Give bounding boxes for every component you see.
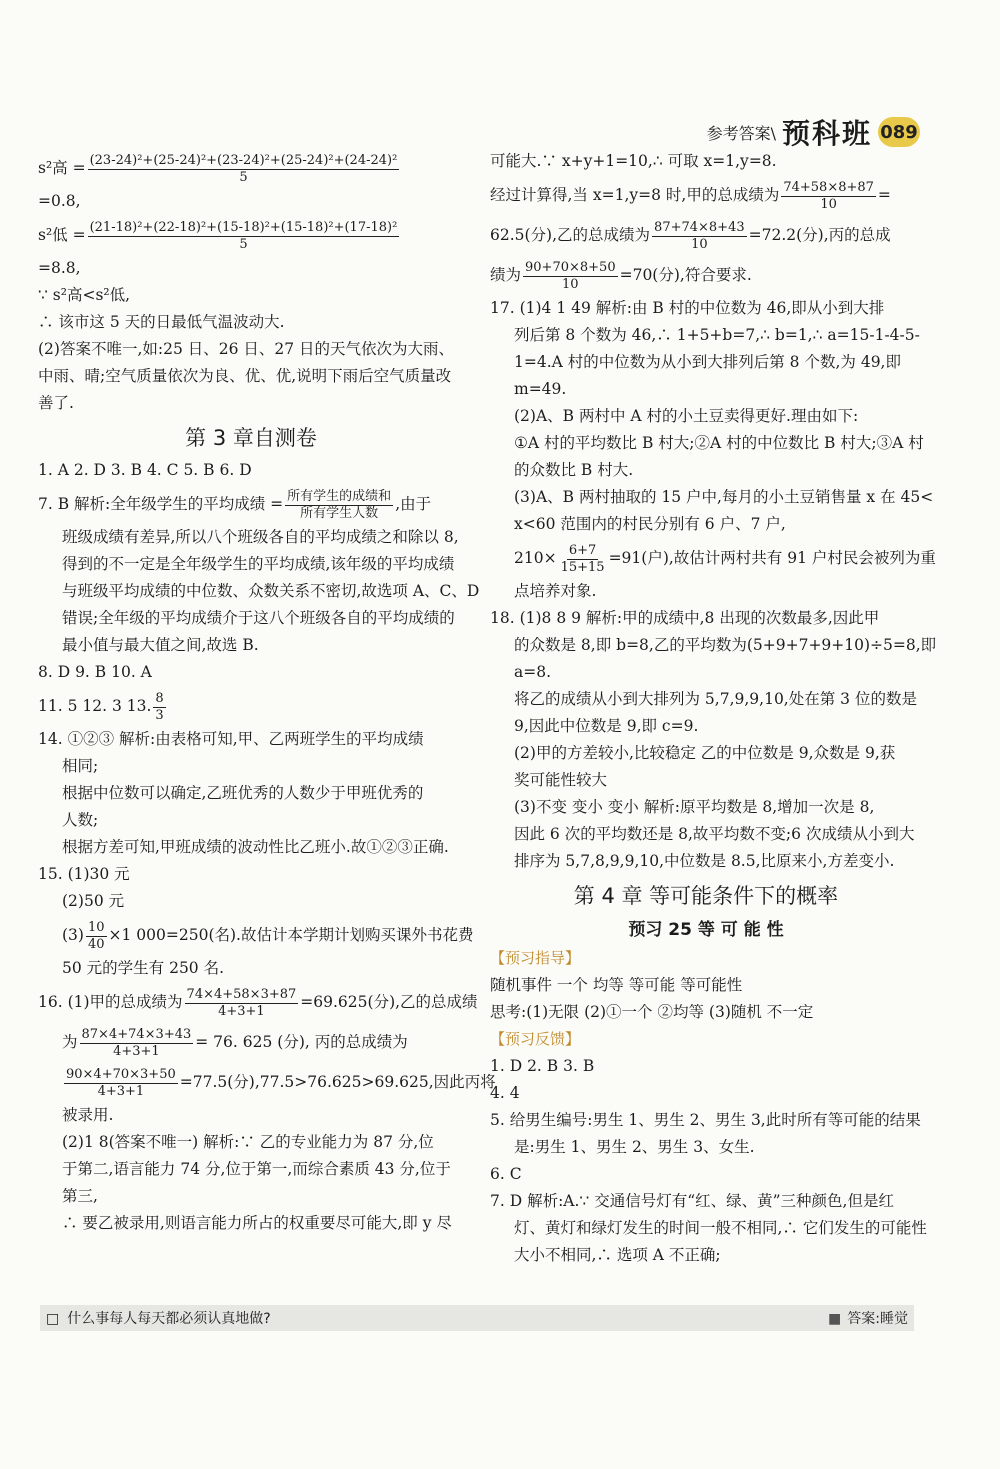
text-line: 是:男生 1、男生 2、男生 3、女生.: [514, 1138, 755, 1156]
text-line: 4. 4: [490, 1084, 520, 1102]
answer-label: 参考答案\: [706, 123, 776, 143]
page-header: [707, 112, 920, 152]
section-tag: 【预习指导】: [490, 949, 581, 967]
text-line: 第三,: [62, 1187, 98, 1205]
text-line: 可能大.∵ x+y+1=10,∴ 可取 x=1,y=8.: [490, 152, 777, 170]
brand-title: 预科班: [781, 117, 872, 150]
text-line: 人数;: [62, 811, 99, 829]
text-line: 14. ①②③ 解析:由表格可知,甲、乙两班学生的平均成绩: [38, 730, 424, 748]
text-line: 奖可能性较大: [514, 771, 608, 789]
text-line: 6. C: [490, 1165, 522, 1183]
text-line: 的众数比 B 村大.: [514, 461, 634, 479]
right-column: [490, 148, 937, 1269]
text-line: 7. D 解析:A.∵ 交通信号灯有“红、绿、黄”三种颜色,但是红: [490, 1192, 894, 1210]
text-line: $\frac{90\times 4+70\times 3+50}{4+3+1}$ =77.5(分),77.5>76.625>69.625,因此丙将: [66, 1066, 496, 1099]
text-line: 灯、黄灯和绿灯发生的时间一般不相同,∴ 它们发生的可能性: [514, 1219, 927, 1237]
text-line: (2)A、B 两村中 A 村的小土豆卖得更好.理由如下:: [514, 407, 859, 425]
lesson-title: 预习 25 等 可 能 性: [628, 920, 784, 940]
section-title: 第 3 章自测卷: [185, 426, 317, 450]
riddle-answer: ■ 答案:睡觉: [828, 1308, 908, 1328]
text-line: 62.5(分),乙的总成绩为 $\frac{87+74\times 8+43}{10}$ =72.2(分),丙的总成: [490, 219, 891, 252]
text-line: (3)不变 变小 变小 解析:原平均数是 8,增加一次是 8,: [514, 798, 875, 816]
text-line: 210× $\frac{6+7}{15+15}$ =91(户),故估计两村共有 91 户村民会被列为重: [514, 542, 936, 575]
text-line: 5. 给男生编号:男生 1、男生 2、男生 3,此时所有等可能的结果: [490, 1111, 921, 1129]
text-line: (2)答案不唯一,如:25 日、26 日、27 日的天气依次为大雨、: [38, 340, 455, 358]
chapter-title: 第 4 章 等可能条件下的概率: [573, 884, 839, 908]
text-line: 排序为 5,7,8,9,9,10,中位数是 8.5,比原来小,方差变小.: [514, 852, 895, 870]
text-line: 1. D 2. B 3. B: [490, 1057, 595, 1075]
text-line: 1. A 2. D 3. B 4. C 5. B 6. D: [38, 461, 252, 479]
text-line: ∴ 该市这 5 天的日最低气温波动大.: [38, 313, 285, 331]
text-line: ①A 村的平均数比 B 村大;②A 村的中位数比 B 村大;③A 村: [514, 434, 924, 452]
text-line: (3) $\frac{10}{40}$ ×1 000=250(名).故估计本学期计划购买课外书花费: [62, 919, 474, 952]
text-line: 50 元的学生有 250 名.: [62, 959, 225, 977]
text-line: 根据中位数可以确定,乙班优秀的人数少于甲班优秀的: [62, 784, 424, 802]
text-line: 最小值与最大值之间,故选 B.: [62, 636, 259, 654]
text-line: s²高 = $\frac{\text{(23-24)²+(25-24)²+(23-24)²+(25-24)²+(24-24)²}}{5}$: [38, 152, 398, 185]
text-line: 9,因此中位数是 9,即 c=9.: [514, 717, 699, 735]
left-column: [38, 148, 496, 1237]
text-line: 7. B 解析:全年级学生的平均成绩 = $\frac{\text{所有学生的成绩和}}{\text{所有学生人数}}$ ,由于: [38, 488, 432, 521]
text-line: 相同;: [62, 757, 99, 775]
text-line: x<60 范围内的村民分别有 6 户、7 户,: [514, 515, 786, 533]
text-line: 17. (1)4 1 49 解析:由 B 村的中位数为 46,即从小到大排: [490, 299, 885, 317]
text-line: 1=4.A 村的中位数为从小到大排列后第 8 个数,为 49,即: [514, 353, 901, 371]
text-line: 善了.: [38, 394, 74, 412]
section-tag: 【预习反馈】: [490, 1030, 581, 1048]
text-line: 绩为 $\frac{90+70\times 8+50}{10}$ =70(分),符合要求.: [490, 259, 752, 292]
text-line: (2)1 8(答案不唯一) 解析:∵ 乙的专业能力为 87 分,位: [62, 1133, 434, 1151]
text-line: =0.8,: [38, 192, 81, 210]
text-line: 的众数是 8,即 b=8,乙的平均数为(5+9+7+9+10)÷5=8,即: [514, 636, 937, 654]
text-line: 根据方差可知,甲班成绩的波动性比乙班小.故①②③正确.: [62, 838, 449, 856]
text-line: 列后第 8 个数为 46,∴ 1+5+b=7,∴ b=1,∴ a=15-1-4-5-: [514, 326, 920, 344]
text-line: ∴ 要乙被录用,则语言能力所占的权重要尽可能大,即 y 尽: [62, 1214, 452, 1232]
text-line: a=8.: [514, 663, 552, 681]
text-line: (3)A、B 两村抽取的 15 户中,每月的小土豆销售量 x 在 45<: [514, 488, 934, 506]
text-line: 与班级平均成绩的中位数、众数关系不密切,故选项 A、C、D: [62, 582, 480, 600]
text-line: 班级成绩有差异,所以八个班级各自的平均成绩之和除以 8,: [62, 528, 459, 546]
text-line: 16. (1)甲的总成绩为 $\frac{74\times 4+58\times 3+87}{4+3+1}$ =69.625(分),乙的总成绩: [38, 986, 478, 1019]
text-line: 将乙的成绩从小到大排列为 5,7,9,9,10,处在第 3 位的数是: [514, 690, 917, 708]
text-line: 思考:(1)无限 (2)①一个 ②均等 (3)随机 不一定: [490, 1003, 814, 1021]
text-line: 中雨、晴;空气质量依次为良、优、优,说明下雨后空气质量改: [38, 367, 452, 385]
text-line: 点培养对象.: [514, 582, 597, 600]
text-line: 因此 6 次的平均数还是 8,故平均数不变;6 次成绩从小到大: [514, 825, 915, 843]
page-number: 089: [878, 117, 920, 147]
footer-riddle: [40, 1305, 914, 1331]
text-line: 18. (1)8 8 9 解析:甲的成绩中,8 出现的次数最多,因此甲: [490, 609, 880, 627]
text-line: 8. D 9. B 10. A: [38, 663, 152, 681]
text-line: 15. (1)30 元: [38, 865, 130, 883]
text-line: (2)50 元: [62, 892, 125, 910]
text-line: 于第二,语言能力 74 分,位于第一,而综合素质 43 分,位于: [62, 1160, 451, 1178]
text-line: 大小不相同,∴ 选项 A 不正确;: [514, 1246, 721, 1264]
text-line: ∵ s²高<s²低,: [38, 286, 131, 304]
text-line: 随机事件 一个 均等 等可能 等可能性: [490, 976, 743, 994]
text-line: (2)甲的方差较小,比较稳定 乙的中位数是 9,众数是 9,获: [514, 744, 896, 762]
text-line: s²低 = $\frac{\text{(21-18)²+(22-18)²+(15-18)²+(15-18)²+(17-18)²}}{5}$: [38, 219, 398, 252]
text-line: 得到的不一定是全年级学生的平均成绩,该年级的平均成绩: [62, 555, 455, 573]
text-line: 被录用.: [62, 1106, 114, 1124]
text-line: 11. 5 12. 3 13. $\frac{8}{3}$: [38, 690, 164, 723]
riddle-question: □ 什么事每人每天都必须认真地做?: [46, 1308, 271, 1328]
text-line: 错误;全年级的平均成绩介于这八个班级各自的平均成绩的: [62, 609, 455, 627]
text-line: =8.8,: [38, 259, 81, 277]
text-line: m=49.: [514, 380, 567, 398]
text-line: 经过计算得,当 x=1,y=8 时,甲的总成绩为 $\frac{74+58\times 8+87}{10}$ =: [490, 179, 891, 212]
text-line: 为 $\frac{87\times 4+74\times 3+43}{4+3+1}$ = 76. 625 (分), 丙的总成绩为: [62, 1026, 408, 1059]
